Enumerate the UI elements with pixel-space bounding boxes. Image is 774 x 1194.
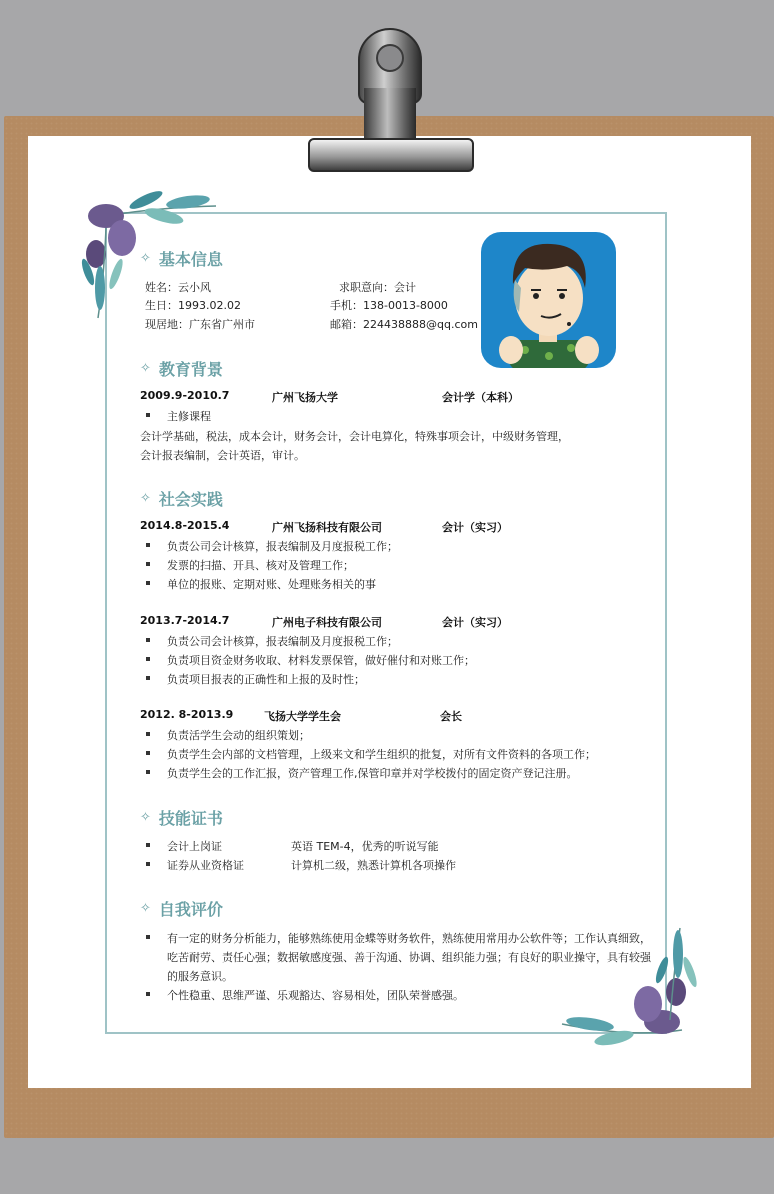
practice-role: 会计（实习） (442, 521, 508, 534)
skill-item: 会计上岗证 (140, 838, 222, 854)
skill-item: 证券从业资格证 (140, 857, 244, 873)
practice-bullet: 负责活学生会动的组织策划； (140, 727, 310, 743)
practice-role: 会计（实习） (442, 616, 508, 629)
basic-address: 现居地：广东省广州市 (145, 318, 255, 331)
section-title-education: ✧ 教育背景 (140, 359, 223, 379)
edu-bullet: 主修课程 (140, 408, 211, 424)
sparkle-icon: ✧ (140, 900, 151, 916)
edu-courses-line2: 会计报表编制，会计英语，审计。 (140, 449, 305, 462)
sparkle-icon: ✧ (140, 809, 151, 825)
sparkle-icon: ✧ (140, 250, 151, 266)
basic-birth: 生日：1993.02.02 (145, 299, 241, 312)
clip-body (364, 88, 416, 144)
basic-phone: 手机：138-0013-8000 (330, 299, 448, 312)
cartoon-avatar (481, 232, 616, 368)
practice-bullet: 负责学生会的工作汇报，资产管理工作,保管印章并对学校拨付的固定资产登记注册。 (140, 765, 578, 781)
practice-org: 广州电子科技有限公司 (272, 616, 382, 629)
practice-bullet: 单位的报账、定期对账、处理账务相关的事 (140, 576, 376, 592)
practice-date: 2013.7-2014.7 (140, 614, 230, 627)
practice-bullet: 负责项目资金财务收取、材料发票保管，做好催付和对账工作； (140, 652, 475, 668)
practice-bullet: 发票的扫描、开具、核对及管理工作； (140, 557, 354, 573)
basic-name: 姓名：云小风 (145, 281, 211, 294)
avatar-illustration-icon (481, 232, 616, 368)
practice-bullet: 负责学生会内部的文档管理，上级来文和学生组织的批复，对所有文件资料的各项工作； (140, 746, 596, 762)
clip-bar (308, 138, 474, 172)
edu-major: 会计学（本科） (442, 391, 519, 404)
skill-item: 计算机二级，熟悉计算机各项操作 (291, 859, 456, 872)
self-bullet: 有一定的财务分析能力，能够熟练使用金蝶等财务软件，熟练使用常用办公软件等；工作认真细致， (140, 930, 651, 946)
practice-org: 飞扬大学学生会 (264, 710, 341, 723)
basic-email: 邮箱：224438888@qq.com (330, 318, 478, 331)
clip-hole (376, 44, 404, 72)
skill-item: 英语 TEM-4，优秀的听说写能 (291, 840, 439, 853)
practice-bullet: 负责项目报表的正确性和上报的及时性； (140, 671, 365, 687)
section-title-self: ✧ 自我评价 (140, 899, 223, 919)
practice-bullet: 负责公司会计核算，报表编制及月度报税工作； (140, 633, 398, 649)
practice-role: 会长 (440, 710, 462, 723)
self-bullet: 个性稳重、思维严谨、乐观豁达、容易相处，团队荣誉感强。 (140, 987, 464, 1003)
practice-date: 2012. 8-2013.9 (140, 708, 234, 721)
section-title-practice: ✧ 社会实践 (140, 489, 223, 509)
section-title-skills: ✧ 技能证书 (140, 808, 223, 828)
self-line: 吃苦耐劳、责任心强；数据敏感度强、善于沟通、协调、组织能力强；有良好的职业操守，具有较强 (167, 951, 651, 964)
sparkle-icon: ✧ (140, 360, 151, 376)
sparkle-icon: ✧ (140, 490, 151, 506)
practice-bullet: 负责公司会计核算，报表编制及月度报税工作； (140, 538, 398, 554)
edu-school: 广州飞扬大学 (272, 391, 338, 404)
practice-org: 广州飞扬科技有限公司 (272, 521, 382, 534)
practice-date: 2014.8-2015.4 (140, 519, 230, 532)
section-title-basic: ✧ 基本信息 (140, 249, 223, 269)
self-line: 的服务意识。 (167, 970, 233, 983)
edu-courses-line1: 会计学基础，税法，成本会计，财务会计，会计电算化，特殊事项会计，中级财务管理， (140, 430, 569, 443)
basic-job: 求职意向：会计 (339, 281, 416, 294)
edu-date: 2009.9-2010.7 (140, 389, 230, 402)
